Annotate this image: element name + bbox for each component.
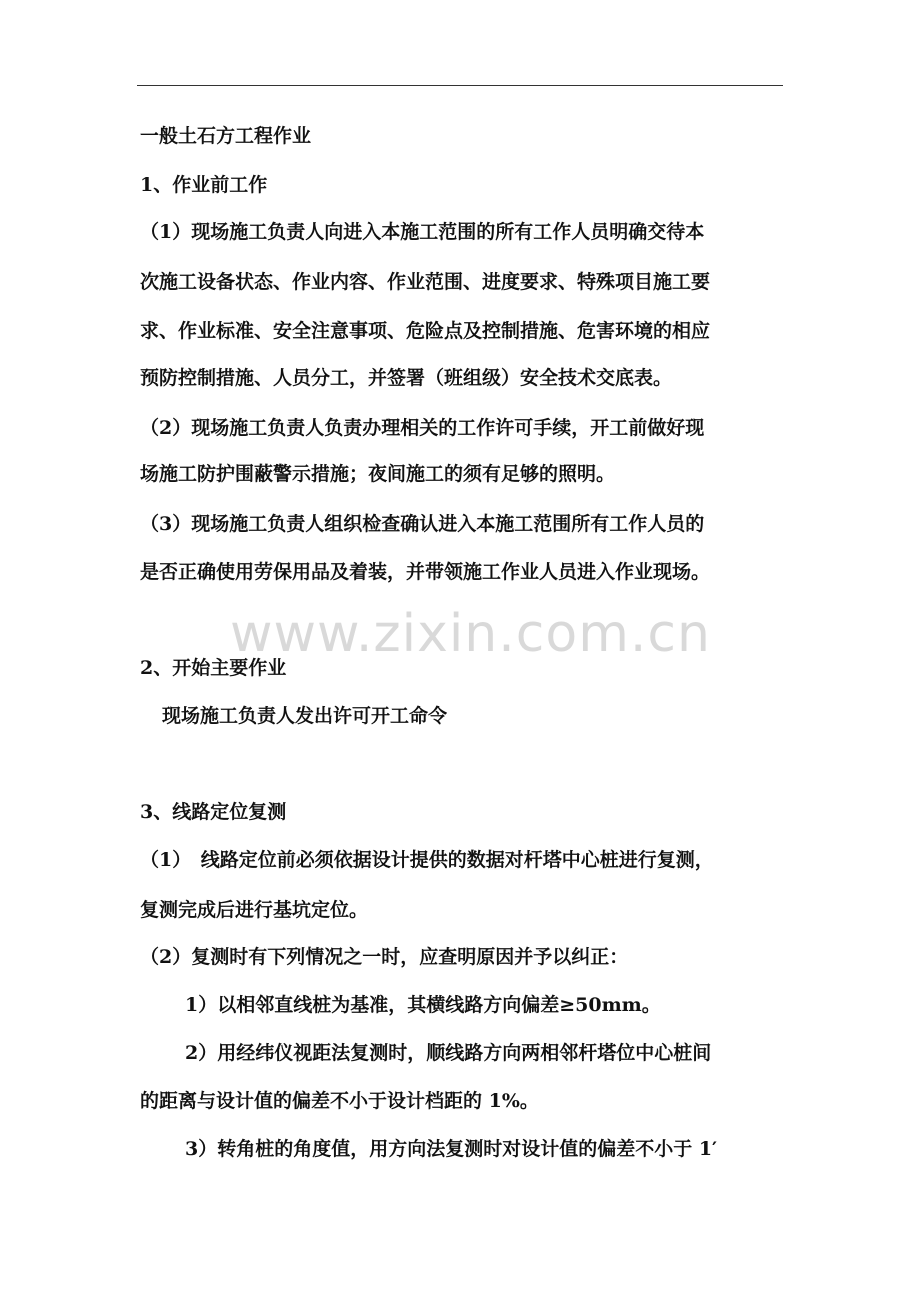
heading-2: 2、开始主要作业 xyxy=(140,657,287,679)
paragraph-line: （2）现场施工负责人负责办理相关的工作许可手续，开工前做好现 xyxy=(140,417,705,439)
paragraph-line: 现场施工负责人发出许可开工命令 xyxy=(162,705,448,727)
paragraph-line: 2）用经纬仪视距法复测时，顺线路方向两相邻杆塔位中心桩间 xyxy=(185,1042,712,1064)
paragraph-line: 的距离与设计值的偏差不小于设计档距的 1%。 xyxy=(140,1090,539,1112)
paragraph-line: 1）以相邻直线桩为基准，其横线路方向偏差≥50mm。 xyxy=(185,994,661,1016)
header-rule xyxy=(137,85,783,86)
paragraph-line: 是否正确使用劳保用品及着装，并带领施工作业人员进入作业现场。 xyxy=(140,561,711,583)
paragraph-line: 次施工设备状态、作业内容、作业范围、进度要求、特殊项目施工要 xyxy=(140,271,711,293)
watermark: www.zixin.com.cn xyxy=(230,604,711,664)
paragraph-line: （1）现场施工负责人向进入本施工范围的所有工作人员明确交待本 xyxy=(140,221,705,243)
paragraph-line: （2）复测时有下列情况之一时，应查明原因并予以纠正： xyxy=(140,946,629,968)
section-title: 一般土石方工程作业 xyxy=(140,125,312,147)
paragraph-line: 场施工防护围蔽警示措施；夜间施工的须有足够的照明。 xyxy=(140,463,616,485)
paragraph-line: 复测完成后进行基坑定位。 xyxy=(140,899,369,921)
paragraph-line: （3）现场施工负责人组织检查确认进入本施工范围所有工作人员的 xyxy=(140,513,705,535)
paragraph-line: 3）转角桩的角度值，用方向法复测时对设计值的偏差不小于 1′ xyxy=(185,1138,718,1160)
paragraph-line: 预防控制措施、人员分工，并签署（班组级）安全技术交底表。 xyxy=(140,367,673,389)
paragraph-line: 求、作业标准、安全注意事项、危险点及控制措施、危害环境的相应 xyxy=(140,320,711,342)
paragraph-line: （1） 线路定位前必须依据设计提供的数据对杆塔中心桩进行复测， xyxy=(140,849,714,871)
heading-3: 3、线路定位复测 xyxy=(140,801,287,823)
heading-1: 1、作业前工作 xyxy=(140,174,268,196)
